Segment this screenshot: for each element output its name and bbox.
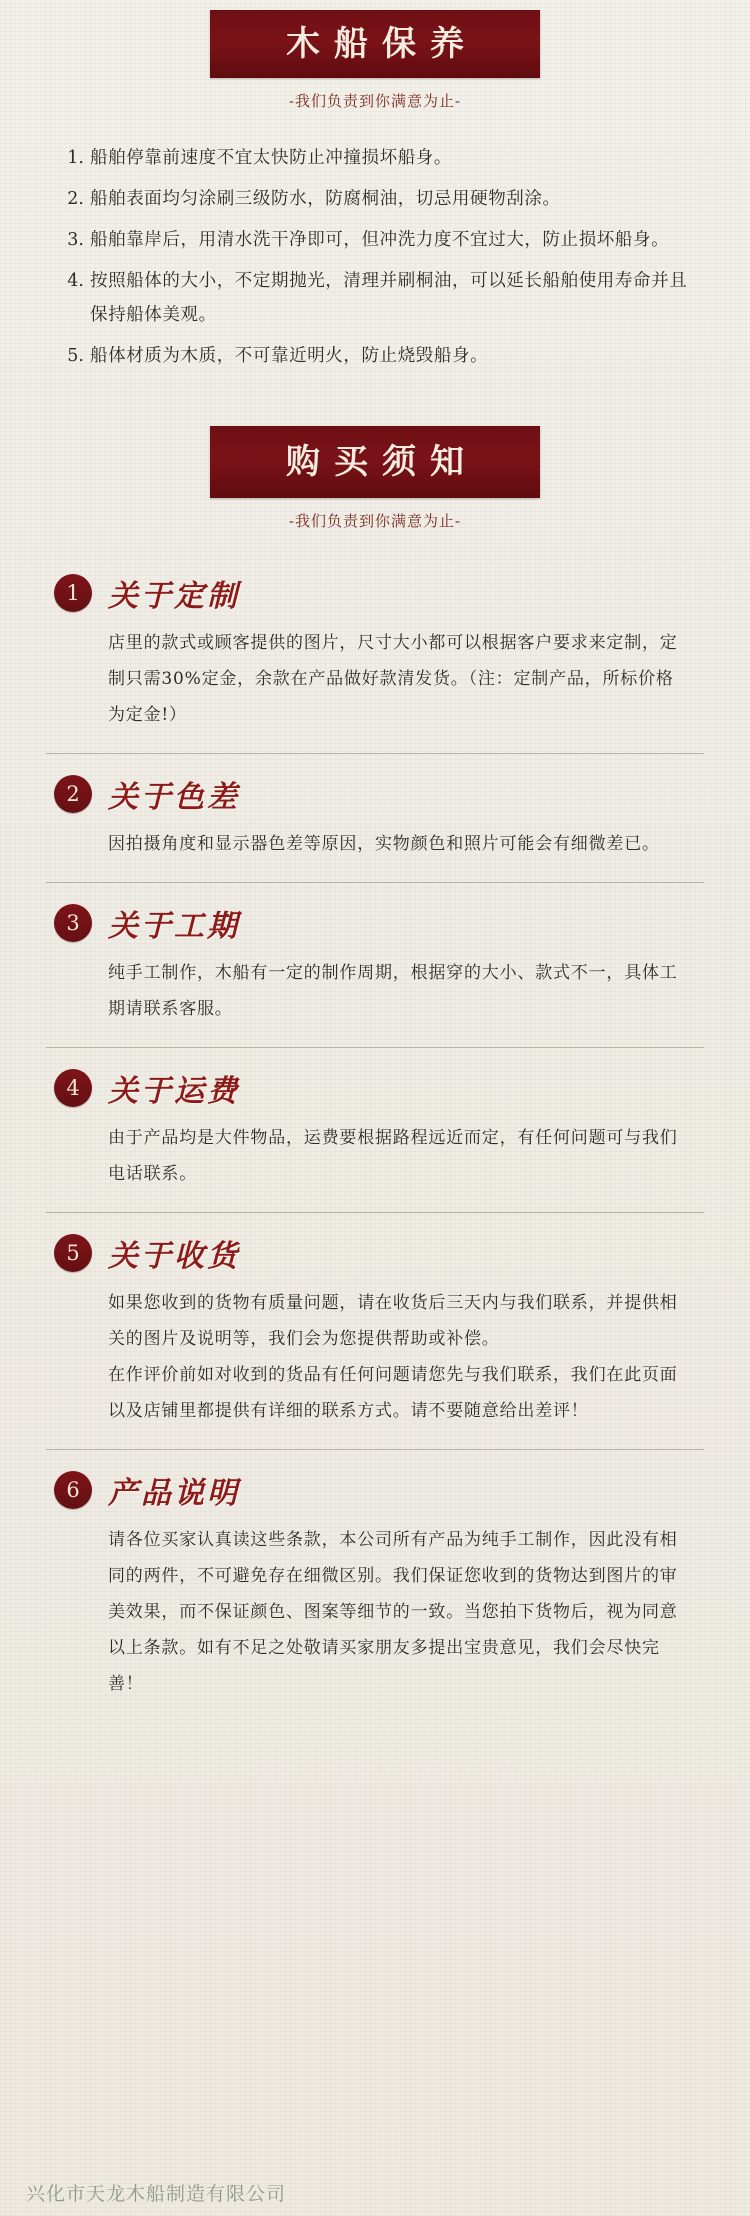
list-item-number: 4. [67, 271, 84, 291]
section-number-badge: 5 [54, 1234, 92, 1272]
list-item [54, 223, 696, 257]
care-banner-title: 木船保养 [210, 10, 540, 78]
list-item-number: 1. [67, 148, 84, 168]
list-item-text: 船舶靠岸后，用清水洗干净即可，但冲洗力度不宜过大，防止损坏船身。 [90, 230, 670, 250]
footer [0, 2160, 750, 2216]
notice-banner-title: 购买须知 [210, 426, 540, 498]
section-paragraph: 因拍摄角度和显示器色差等原因，实物颜色和照片可能会有细微差已。 [108, 834, 660, 854]
section-paragraph: 由于产品均是大件物品，运费要根据路程远近而定，有任何问题可与我们电话联系。 [108, 1128, 678, 1184]
footer-company-name: 兴化市天龙木船制造有限公司 [26, 2183, 287, 2205]
list-item-text: 船体材质为木质，不可靠近明火，防止烧毁船身。 [90, 346, 489, 366]
list-item-number: 5. [67, 346, 84, 366]
list-item-number: 3. [67, 230, 84, 250]
section-paragraph: 店里的款式或顾客提供的图片，尺寸大小都可以根据客户要求来定制，定制只需30%定金，余款在产品做好款清发货。（注：定制产品，所标价格为定金!） [108, 633, 678, 725]
notice-sections [46, 553, 704, 1722]
notice-section-6 [46, 1450, 704, 1722]
list-item-text: 船舶表面均匀涂刷三级防水，防腐桐油，切忌用硬物刮涂。 [90, 189, 561, 209]
section-title: 关于工期 [108, 909, 240, 944]
section-header [46, 901, 704, 945]
list-item-number: 2. [67, 189, 84, 209]
section-paragraph: 如果您收到的货物有质量问题，请在收货后三天内与我们联系，并提供相关的图片及说明等，我们会为您提供帮助或补偿。 [108, 1293, 678, 1349]
section-number-badge: 2 [54, 775, 92, 813]
section-paragraph: 请各位买家认真读这些条款，本公司所有产品为纯手工制作，因此没有相同的两件，不可避免存在细微区别。我们保证您收到的货物达到图片的审美效果，而不保证颜色、图案等细节的一致。当您拍下货物后，视为同意以上条款。如有不足之处敬请买家朋友多提出宝贵意见，我们会尽快完善！ [108, 1530, 678, 1694]
section-header [46, 571, 704, 615]
section-header [46, 772, 704, 816]
section-body [108, 1285, 686, 1429]
care-subtitle: -我们负责到你满意为止- [288, 92, 462, 110]
section-title: 关于收货 [108, 1239, 240, 1274]
section-body [108, 1120, 686, 1192]
section-body [108, 826, 686, 862]
section-number-badge: 3 [54, 904, 92, 942]
list-item [54, 141, 696, 175]
list-item [54, 264, 696, 332]
section-title: 关于定制 [108, 579, 240, 614]
list-item [54, 182, 696, 216]
section-header [46, 1231, 704, 1275]
notice-banner-wrap [0, 426, 750, 498]
list-item-text: 按照船体的大小，不定期抛光，清理并刷桐油，可以延长船舶使用寿命并且保持船体美观。 [90, 271, 688, 325]
notice-section-3 [46, 883, 704, 1048]
section-title: 关于色差 [108, 780, 240, 815]
notice-subtitle: -我们负责到你满意为止- [288, 512, 462, 530]
section-spacer [0, 380, 750, 426]
section-header [46, 1066, 704, 1110]
care-banner-wrap [0, 0, 750, 78]
care-list [54, 141, 696, 373]
section-body [108, 955, 686, 1027]
section-number-badge: 4 [54, 1069, 92, 1107]
section-paragraph: 在作评价前如对收到的货品有任何问题请您先与我们联系，我们在此页面以及店铺里都提供有详细的联系方式。请不要随意给出差评！ [108, 1365, 678, 1421]
section-paragraph: 纯手工制作，木船有一定的制作周期，根据穿的大小、款式不一，具体工期请联系客服。 [108, 963, 678, 1019]
section-number-badge: 1 [54, 574, 92, 612]
list-item-text: 船舶停靠前速度不宜太快防止冲撞损坏船身。 [90, 148, 452, 168]
notice-section-2 [46, 754, 704, 883]
section-header [46, 1468, 704, 1512]
list-item [54, 339, 696, 373]
section-title: 关于运费 [108, 1074, 240, 1109]
section-body [108, 1522, 686, 1702]
notice-section-1 [46, 553, 704, 754]
section-body [108, 625, 686, 733]
notice-section-5 [46, 1213, 704, 1450]
notice-section-4 [46, 1048, 704, 1213]
section-title: 产品说明 [108, 1476, 240, 1511]
section-number-badge: 6 [54, 1471, 92, 1509]
